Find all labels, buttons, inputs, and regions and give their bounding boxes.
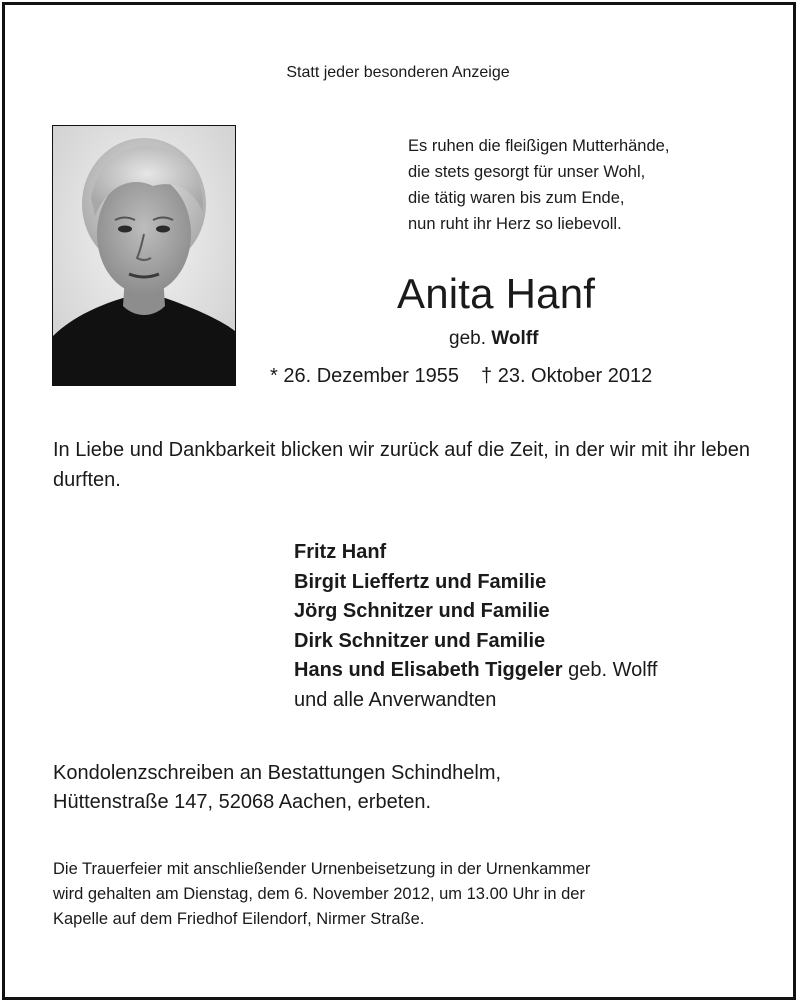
mourner-name: Fritz Hanf: [294, 541, 387, 563]
tribute-text: In Liebe und Dankbarkeit blicken wir zurück auf die Zeit, in der wir mit ihr leben durften.: [53, 439, 750, 491]
mourners-list: [294, 538, 657, 715]
poem-line: die tätig waren bis zum Ende,: [408, 189, 625, 207]
portrait-photo: [52, 125, 236, 386]
mourners-closing: und alle Anverwandten: [294, 688, 497, 711]
mourner-name: Jörg Schnitzer und Familie: [294, 600, 550, 622]
birth-date: * 26. Dezember 1955: [270, 365, 460, 387]
poem-line: Es ruhen die fleißigen Mutterhände,: [408, 137, 670, 155]
birth-prefix: geb.: [449, 328, 486, 349]
poem-line: nun ruht ihr Herz so liebevoll.: [408, 215, 622, 233]
poem-line: die stets gesorgt für unser Wohl,: [408, 163, 646, 181]
condolence-notice: [53, 759, 501, 817]
portrait-illustration: [53, 126, 235, 385]
condolence-line: Hüttenstraße 147, 52068 Aachen, erbeten.: [53, 791, 432, 813]
mourner-name: Hans und Elisabeth Tiggeler geb. Wolff: [294, 659, 658, 681]
birth-name: [449, 328, 538, 350]
mourner-name: Dirk Schnitzer und Familie: [294, 629, 546, 652]
header-notice: Statt jeder besonderen Anzeige: [286, 64, 510, 81]
life-dates: [270, 365, 652, 388]
service-line: Die Trauerfeier mit anschließender Urnenbeisetzung in der Urnenkammer: [53, 860, 591, 878]
condolence-line: Kondolenzschreiben an Bestattungen Schindhelm,: [53, 762, 502, 784]
maiden-name: Wolff: [491, 328, 539, 349]
death-date: † 23. Oktober 2012: [481, 365, 653, 387]
deceased-name: Anita Hanf: [397, 270, 596, 317]
funeral-service-notice: [53, 857, 590, 932]
mourner-name: Birgit Lieffertz und Familie: [294, 570, 547, 593]
memorial-poem: [408, 133, 669, 237]
service-line: Kapelle auf dem Friedhof Eilendorf, Nirmer Straße.: [53, 910, 425, 928]
service-line: wird gehalten am Dienstag, dem 6. November 2012, um 13.00 Uhr in der: [53, 885, 585, 903]
